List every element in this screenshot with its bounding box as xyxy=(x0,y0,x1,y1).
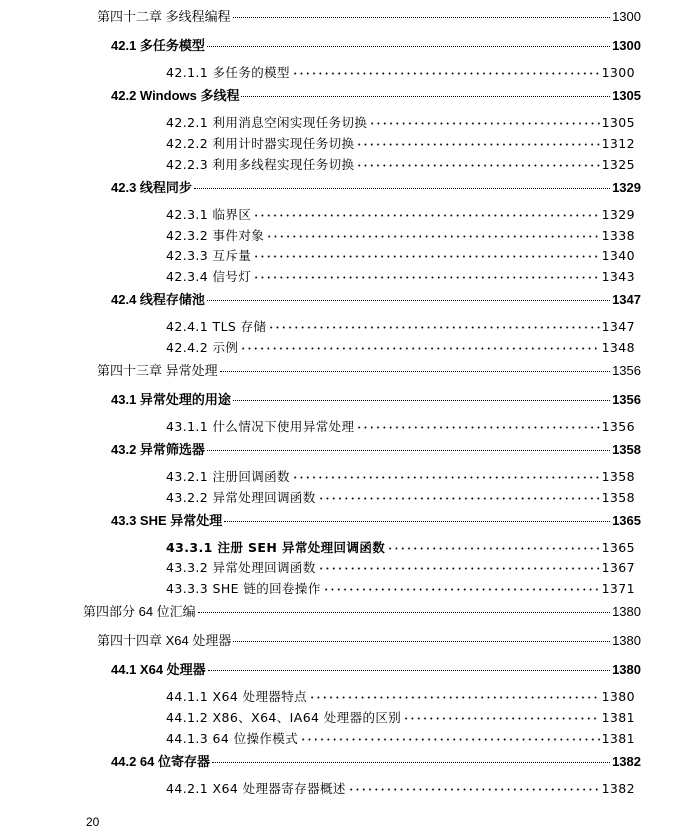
toc-leader xyxy=(207,300,610,301)
toc-entry-title: 43.1 异常处理的用途 xyxy=(111,392,231,407)
toc-entry-title: 44.1.2 X86、X64、IA64 处理器的区别 xyxy=(166,710,402,725)
toc-entry-chapter-43[interactable] xyxy=(97,360,641,379)
toc-leader xyxy=(266,235,599,238)
toc-entry-page: 1305 xyxy=(612,88,641,103)
toc-entry-title: 44.2 64 位寄存器 xyxy=(111,754,210,769)
toc-entry-title: 第四十三章 异常处理 xyxy=(97,363,218,378)
toc-entry-chapter-42[interactable] xyxy=(97,6,641,25)
toc-entry-43-1-1[interactable] xyxy=(166,417,635,435)
toc-entry-page: 1347 xyxy=(612,292,641,307)
toc-leader xyxy=(253,255,599,258)
toc-leader xyxy=(387,547,599,550)
toc-entry-title: 42.3.2 事件对象 xyxy=(166,228,265,243)
toc-entry-page: 1329 xyxy=(601,207,635,222)
toc-leader xyxy=(268,326,599,329)
toc-entry-42-4-2[interactable] xyxy=(166,338,635,356)
toc-entry-page: 1325 xyxy=(601,157,635,172)
toc-entry-title: 第四十四章 X64 处理器 xyxy=(97,633,232,648)
toc-entry-title: 43.3.1 注册 SEH 异常处理回调函数 xyxy=(166,540,386,555)
toc-leader xyxy=(240,347,599,350)
toc-entry-42-2-3[interactable] xyxy=(166,155,635,173)
toc-leader xyxy=(309,696,600,699)
toc-entry-42-3-4[interactable] xyxy=(166,267,635,285)
toc-entry-page: 1382 xyxy=(601,781,635,796)
toc-leader xyxy=(253,214,599,217)
toc-entry-page: 1358 xyxy=(601,469,635,484)
toc-entry-44-1-3[interactable] xyxy=(166,729,635,747)
toc-entry-43-1[interactable] xyxy=(111,389,641,408)
toc-entry-title: 43.3.2 异常处理回调函数 xyxy=(166,560,316,575)
toc-entry-page: 1365 xyxy=(601,540,635,555)
toc-leader xyxy=(292,72,600,75)
toc-entry-42-3-3[interactable] xyxy=(166,246,635,264)
toc-leader xyxy=(224,521,610,522)
toc-entry-44-2-1[interactable] xyxy=(166,779,635,797)
toc-entry-title: 42.2.2 利用计时器实现任务切换 xyxy=(166,136,355,151)
toc-entry-page: 1367 xyxy=(601,560,635,575)
toc-entry-part-4[interactable] xyxy=(83,601,641,620)
toc-leader xyxy=(198,612,610,613)
toc-entry-43-2-2[interactable] xyxy=(166,488,635,506)
toc-entry-title: 43.1.1 什么情况下使用异常处理 xyxy=(166,419,355,434)
toc-entry-page: 1300 xyxy=(612,9,641,24)
toc-entry-42-3-2[interactable] xyxy=(166,226,635,244)
toc-entry-44-1-1[interactable] xyxy=(166,687,635,705)
toc-entry-title: 43.2.2 异常处理回调函数 xyxy=(166,490,316,505)
toc-entry-page: 1358 xyxy=(601,490,635,505)
toc-entry-42-4[interactable] xyxy=(111,289,641,308)
toc-entry-page: 1338 xyxy=(601,228,635,243)
toc-leader xyxy=(292,476,600,479)
toc-entry-page: 1381 xyxy=(601,731,635,746)
toc-entry-title: 43.3.3 SHE 链的回卷操作 xyxy=(166,581,321,596)
toc-entry-page: 1382 xyxy=(612,754,641,769)
toc-leader xyxy=(241,96,610,97)
toc-entry-page: 1371 xyxy=(601,581,635,596)
toc-entry-44-1[interactable] xyxy=(111,659,641,678)
toc-entry-page: 1329 xyxy=(612,180,641,195)
toc-leader xyxy=(356,143,599,146)
toc-entry-title: 44.1.3 64 位操作模式 xyxy=(166,731,299,746)
toc-entry-page: 1312 xyxy=(601,136,635,151)
toc-leader xyxy=(348,788,600,791)
toc-entry-title: 42.2.3 利用多线程实现任务切换 xyxy=(166,157,355,172)
toc-entry-title: 44.2.1 X64 处理器寄存器概述 xyxy=(166,781,346,796)
toc-entry-title: 42.2 Windows 多线程 xyxy=(111,88,240,103)
toc-leader xyxy=(233,641,610,642)
toc-leader xyxy=(233,400,610,401)
toc-entry-page: 1300 xyxy=(601,65,635,80)
toc-entry-42-2[interactable] xyxy=(111,85,641,104)
toc-entry-title: 第四部分 64 位汇编 xyxy=(83,604,196,619)
toc-entry-43-3-3[interactable] xyxy=(166,579,635,597)
toc-entry-page: 1380 xyxy=(612,662,641,677)
toc-entry-page: 1356 xyxy=(612,392,641,407)
toc-entry-42-1-1[interactable] xyxy=(166,63,635,81)
toc-entry-title: 43.2.1 注册回调函数 xyxy=(166,469,290,484)
page-number: 20 xyxy=(86,815,100,829)
toc-entry-title: 42.1.1 多任务的模型 xyxy=(166,65,290,80)
toc-leader xyxy=(300,738,599,741)
toc-entry-42-3-1[interactable] xyxy=(166,205,635,223)
toc-entry-page: 1380 xyxy=(601,689,635,704)
toc-leader xyxy=(403,717,599,720)
toc-entry-page: 1347 xyxy=(601,319,635,334)
toc-leader xyxy=(369,122,599,125)
toc-entry-chapter-44[interactable] xyxy=(97,630,641,649)
toc-entry-page: 1340 xyxy=(601,248,635,263)
toc-entry-title: 42.2.1 利用消息空闲实现任务切换 xyxy=(166,115,368,130)
toc-entry-page: 1365 xyxy=(612,513,641,528)
toc-entry-title: 42.1 多任务模型 xyxy=(111,38,205,53)
toc-leader xyxy=(207,450,610,451)
toc-leader xyxy=(207,46,610,47)
toc-entry-title: 第四十二章 多线程编程 xyxy=(97,9,231,24)
toc-entry-page: 1358 xyxy=(612,442,641,457)
toc-leader xyxy=(220,371,610,372)
toc-entry-43-2[interactable] xyxy=(111,439,641,458)
toc-entry-title: 42.3.3 互斥量 xyxy=(166,248,252,263)
toc-entry-page: 1381 xyxy=(601,710,635,725)
toc-entry-page: 1356 xyxy=(601,419,635,434)
toc-entry-page: 1305 xyxy=(601,115,635,130)
toc-entry-44-2[interactable] xyxy=(111,751,641,770)
toc-leader xyxy=(356,426,599,429)
toc-entry-42-2-1[interactable] xyxy=(166,113,635,131)
toc-entry-title: 42.3 线程同步 xyxy=(111,180,192,195)
toc-entry-page: 1300 xyxy=(612,38,641,53)
toc-leader xyxy=(208,670,610,671)
toc-entry-43-3-2[interactable] xyxy=(166,558,635,576)
toc-entry-44-1-2[interactable] xyxy=(166,708,635,726)
toc-entry-page: 1343 xyxy=(601,269,635,284)
toc-entry-title: 44.1 X64 处理器 xyxy=(111,662,206,677)
toc-leader xyxy=(233,17,610,18)
toc-entry-title: 44.1.1 X64 处理器特点 xyxy=(166,689,308,704)
toc-leader xyxy=(253,276,599,279)
toc-entry-title: 42.4 线程存储池 xyxy=(111,292,205,307)
toc-entry-42-2-2[interactable] xyxy=(166,134,635,152)
toc-entry-page: 1380 xyxy=(612,604,641,619)
toc-entry-title: 42.4.2 示例 xyxy=(166,340,239,355)
toc-entry-43-3-1[interactable] xyxy=(166,538,635,556)
toc-leader xyxy=(212,762,610,763)
toc-entry-page: 1348 xyxy=(601,340,635,355)
toc-entry-title: 42.3.4 信号灯 xyxy=(166,269,252,284)
toc-entry-43-3[interactable] xyxy=(111,510,641,529)
toc-entry-43-2-1[interactable] xyxy=(166,467,635,485)
toc-leader xyxy=(356,164,599,167)
toc-entry-42-3[interactable] xyxy=(111,177,641,196)
toc-entry-title: 42.3.1 临界区 xyxy=(166,207,252,222)
toc-entry-title: 43.3 SHE 异常处理 xyxy=(111,513,223,528)
toc-entry-page: 1356 xyxy=(612,363,641,378)
toc-entry-42-1[interactable] xyxy=(111,35,641,54)
toc-entry-page: 1380 xyxy=(612,633,641,648)
toc-leader xyxy=(318,567,600,570)
toc-entry-title: 42.4.1 TLS 存储 xyxy=(166,319,267,334)
toc-leader xyxy=(194,188,610,189)
toc-leader xyxy=(323,588,600,591)
toc-entry-title: 43.2 异常筛选器 xyxy=(111,442,205,457)
toc-leader xyxy=(318,497,600,500)
toc-entry-42-4-1[interactable] xyxy=(166,317,635,335)
